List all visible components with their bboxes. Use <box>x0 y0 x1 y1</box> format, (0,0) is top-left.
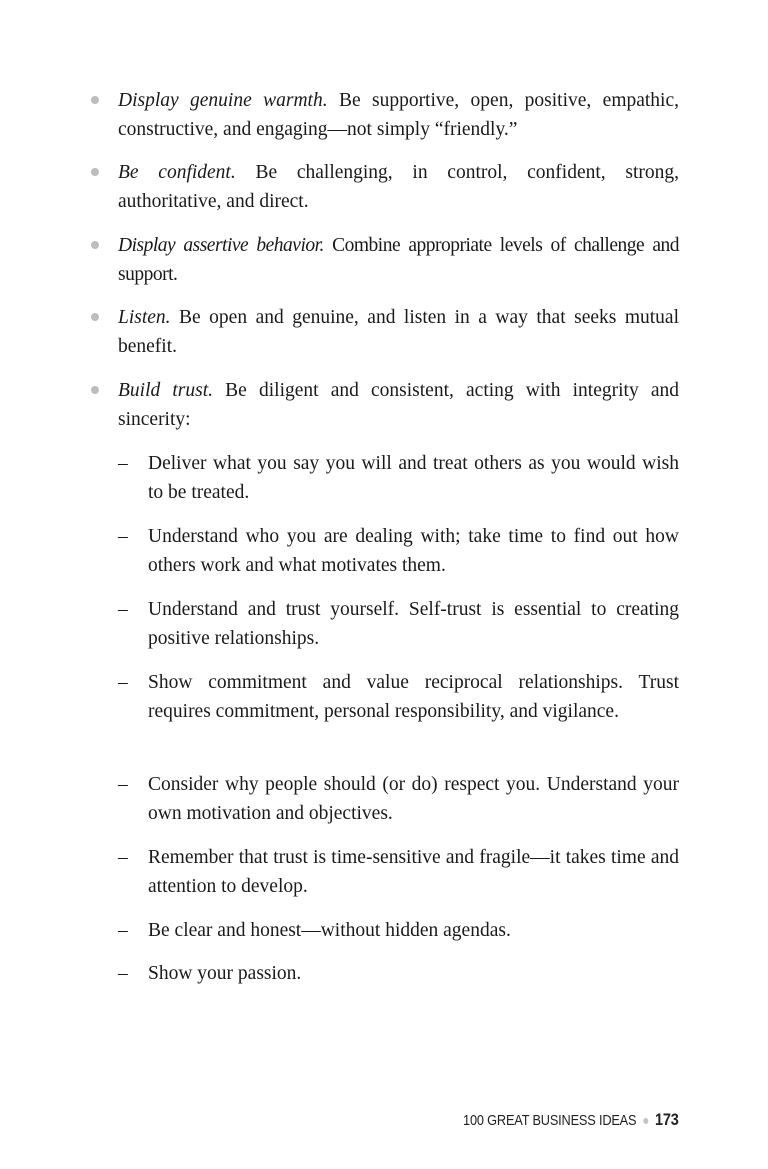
item-lead: Build trust. <box>118 380 214 401</box>
separator-dot-icon <box>643 1118 648 1124</box>
item-text: Be open and genuine, and listen in a way that seeks mutual benefit. <box>118 307 679 357</box>
dash-marker: – <box>118 847 128 868</box>
item-lead: Display genuine warmth. <box>118 90 328 111</box>
page-number: 173 <box>655 1110 679 1129</box>
dash-marker: – <box>118 453 128 474</box>
sub-item-text: Remember that trust is time-sensitive and fragile—it takes time and attention to develop. <box>148 847 679 897</box>
sub-item <box>118 668 679 726</box>
bullet-icon <box>91 96 99 104</box>
item-lead: Be confident. <box>118 162 236 183</box>
sub-item-text: Deliver what you say you will and treat others as you would wish to be treated. <box>148 453 679 503</box>
bullet-icon <box>91 241 99 249</box>
sub-item-text: Show your passion. <box>148 963 302 984</box>
book-title: 100 GREAT BUSINESS IDEAS <box>463 1112 637 1129</box>
sub-item <box>118 449 679 507</box>
item-text: Be supportive, open, positive, empathic, constructive, and engaging—not simply “friendly.” <box>118 90 680 140</box>
sub-item-text: Consider why people should (or do) respect you. Understand your own motivation and objectives. <box>148 774 679 824</box>
sub-item-text: Be clear and honest—without hidden agendas. <box>148 920 511 941</box>
sub-item <box>118 843 679 901</box>
bullet-icon <box>91 386 99 394</box>
item-lead: Display assertive behavior. <box>118 235 324 256</box>
dash-marker: – <box>118 526 128 547</box>
sub-item <box>118 916 679 945</box>
list-item <box>118 376 679 434</box>
sub-item <box>118 959 679 988</box>
sub-item-text: Show commitment and value reciprocal relationships. Trust requires commitment, personal responsibility, and vigilance. <box>148 672 679 722</box>
sub-item-text: Understand who you are dealing with; take time to find out how others work and what motivates them. <box>148 526 679 576</box>
list-item <box>118 231 679 289</box>
dash-marker: – <box>118 599 128 620</box>
item-text: Combine appropriate levels of challenge and support. <box>118 235 680 285</box>
bullet-icon <box>91 168 99 176</box>
list-item <box>118 158 679 216</box>
sub-item <box>118 770 679 828</box>
list-item <box>118 303 679 361</box>
page-footer <box>463 1110 679 1130</box>
dash-marker: – <box>118 672 128 693</box>
item-lead: Listen. <box>118 307 171 328</box>
sub-item-text: Understand and trust yourself. Self-trust is essential to creating positive relationships. <box>148 599 679 649</box>
sub-item <box>118 595 679 653</box>
dash-marker: – <box>118 920 128 941</box>
dash-marker: – <box>118 963 128 984</box>
bullet-icon <box>91 313 99 321</box>
item-text: Be challenging, in control, confident, strong, authoritative, and direct. <box>118 162 679 212</box>
sub-item <box>118 522 679 580</box>
list-item <box>118 86 679 144</box>
dash-marker: – <box>118 774 128 795</box>
item-text: Be diligent and consistent, acting with integrity and sincerity: <box>118 380 679 430</box>
